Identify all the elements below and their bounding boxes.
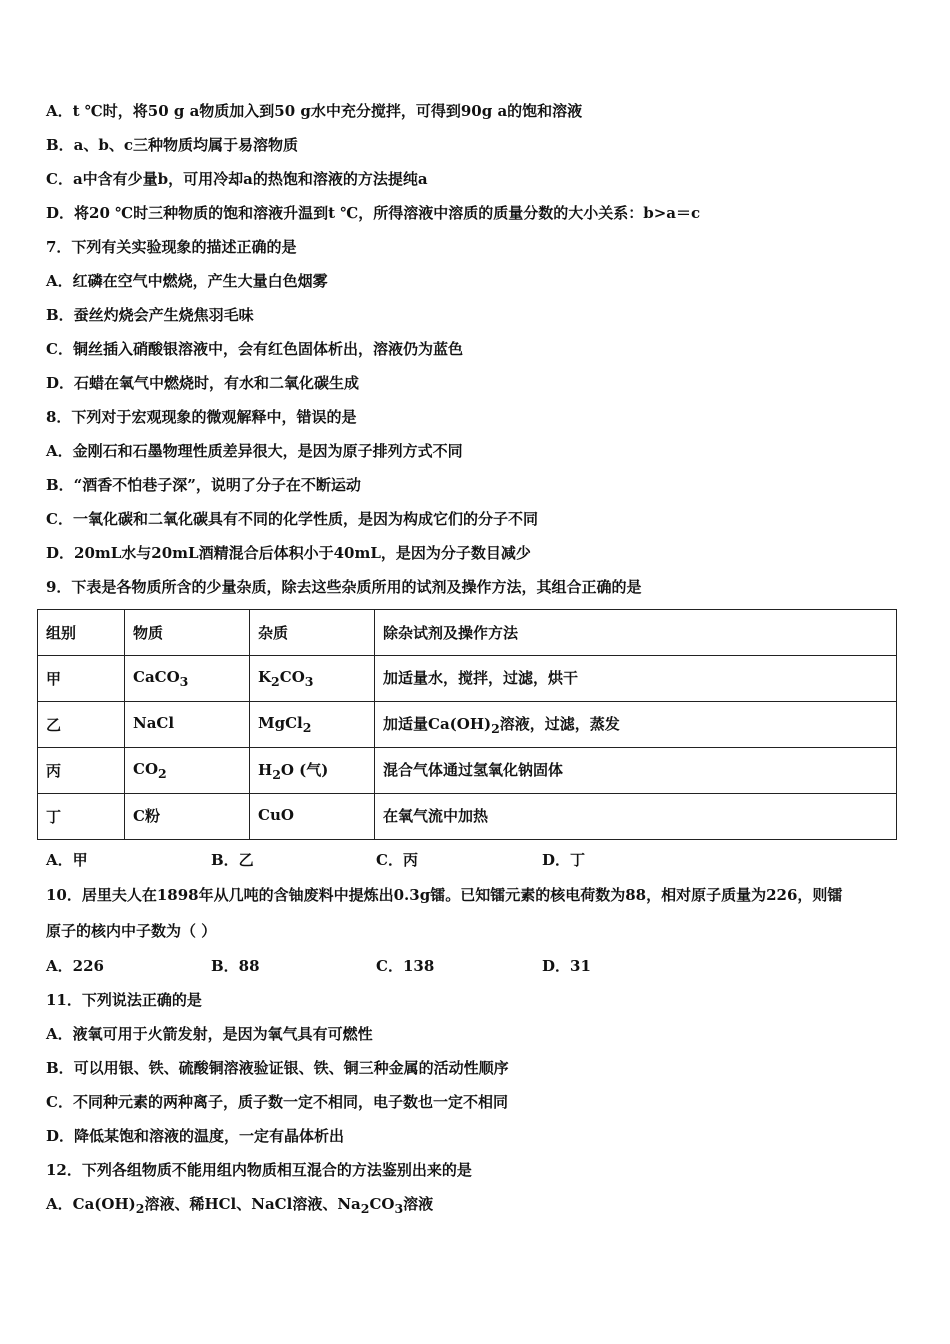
q8-stem: 8．下列对于宏观现象的微观解释中，错误的是 bbox=[46, 408, 357, 426]
cell-group: 丙 bbox=[38, 748, 125, 794]
q10-stem-line1: 10．居里夫人在1898年从几吨的含铀废料中提炼出0.3g镭。已知镭元素的核电荷数为88，相对原子质量为226，则镭 bbox=[46, 886, 843, 904]
q9-option-d: D．丁 bbox=[542, 851, 586, 869]
header-group: 组别 bbox=[38, 610, 125, 656]
cell-method: 混合气体通过氢氧化钠固体 bbox=[375, 748, 897, 794]
cell-method: 在氧气流中加热 bbox=[375, 794, 897, 840]
q10-option-d: D．31 bbox=[542, 957, 591, 975]
q8-option-d: D．20mL水与20mL酒精混合后体积小于40mL，是因为分子数目减少 bbox=[46, 544, 531, 562]
header-impurity: 杂质 bbox=[250, 610, 375, 656]
q11-option-b: B．可以用银、铁、硫酸铜溶液验证银、铁、铜三种金属的活动性顺序 bbox=[46, 1059, 509, 1077]
q11-option-d: D．降低某饱和溶液的温度，一定有晶体析出 bbox=[46, 1127, 345, 1145]
q9-option-b: B．乙 bbox=[211, 851, 254, 869]
q10-stem-line2: 原子的核内中子数为（ ） bbox=[46, 922, 217, 940]
q6-option-d: D．将20 ℃时三种物质的饱和溶液升温到t ℃，所得溶液中溶质的质量分数的大小关系：b>a＝c bbox=[46, 204, 701, 222]
q9-option-a: A．甲 bbox=[46, 851, 88, 869]
cell-group: 甲 bbox=[38, 656, 125, 702]
table-row bbox=[38, 794, 897, 840]
q12-option-a: A．$Ca(OH)_2$溶液、稀HCl、NaCl溶液、$Na_2CO_3$溶液 bbox=[46, 1195, 434, 1216]
q10-option-a: A．226 bbox=[46, 957, 104, 975]
cell-group: 乙 bbox=[38, 702, 125, 748]
q8-option-c: C．一氧化碳和二氧化碳具有不同的化学性质，是因为构成它们的分子不同 bbox=[46, 510, 538, 528]
q6-option-a: A．t ℃时，将50 g a物质加入到50 g水中充分搅拌，可得到90g a的饱和溶液 bbox=[46, 102, 583, 120]
cell-method: 加适量$Ca(OH)_2$溶液，过滤，蒸发 bbox=[375, 702, 897, 748]
q8-option-a: A．金刚石和石墨物理性质差异很大，是因为原子排列方式不同 bbox=[46, 442, 463, 460]
cell-impurity: CuO bbox=[250, 794, 375, 840]
q6-option-b: B．a、b、c三种物质均属于易溶物质 bbox=[46, 136, 299, 154]
q9-stem: 9．下表是各物质所含的少量杂质，除去这些杂质所用的试剂及操作方法，其组合正确的是 bbox=[46, 578, 642, 596]
q11-option-a: A．液氧可用于火箭发射，是因为氧气具有可燃性 bbox=[46, 1025, 373, 1043]
q7-option-a: A．红磷在空气中燃烧，产生大量白色烟雾 bbox=[46, 272, 328, 290]
q10-option-b: B．88 bbox=[211, 957, 260, 975]
table-header-row bbox=[38, 610, 897, 656]
table-row bbox=[38, 702, 897, 748]
cell-method: 加适量水，搅拌，过滤，烘干 bbox=[375, 656, 897, 702]
q7-option-c: C．铜丝插入硝酸银溶液中，会有红色固体析出，溶液仍为蓝色 bbox=[46, 340, 463, 358]
cell-substance: CaCO$_3$ bbox=[125, 656, 250, 702]
q7-option-b: B．蚕丝灼烧会产生烧焦羽毛味 bbox=[46, 306, 254, 324]
table-row bbox=[38, 656, 897, 702]
cell-substance: C粉 bbox=[125, 794, 250, 840]
q6-option-c: C．a中含有少量b，可用冷却a的热饱和溶液的方法提纯a bbox=[46, 170, 428, 188]
cell-impurity: MgCl$_2$ bbox=[250, 702, 375, 748]
q10-option-c: C．138 bbox=[376, 957, 435, 975]
q7-stem: 7．下列有关实验现象的描述正确的是 bbox=[46, 238, 297, 256]
q8-option-b: B．“酒香不怕巷子深”，说明了分子在不断运动 bbox=[46, 476, 361, 494]
impurity-table bbox=[37, 609, 897, 840]
q11-option-c: C．不同种元素的两种离子，质子数一定不相同，电子数也一定不相同 bbox=[46, 1093, 508, 1111]
table-row bbox=[38, 748, 897, 794]
cell-substance: $CO_2$ bbox=[125, 748, 250, 794]
q11-stem: 11．下列说法正确的是 bbox=[46, 991, 202, 1009]
header-substance: 物质 bbox=[125, 610, 250, 656]
header-method: 除杂试剂及操作方法 bbox=[375, 610, 897, 656]
cell-impurity: $H_2O$ (气) bbox=[250, 748, 375, 794]
q7-option-d: D．石蜡在氧气中燃烧时，有水和二氧化碳生成 bbox=[46, 374, 360, 392]
q9-option-c: C．丙 bbox=[376, 851, 418, 869]
cell-substance: NaCl bbox=[125, 702, 250, 748]
cell-group: 丁 bbox=[38, 794, 125, 840]
cell-impurity: $K_2CO_3$ bbox=[250, 656, 375, 702]
q12-stem: 12．下列各组物质不能用组内物质相互混合的方法鉴别出来的是 bbox=[46, 1161, 472, 1179]
